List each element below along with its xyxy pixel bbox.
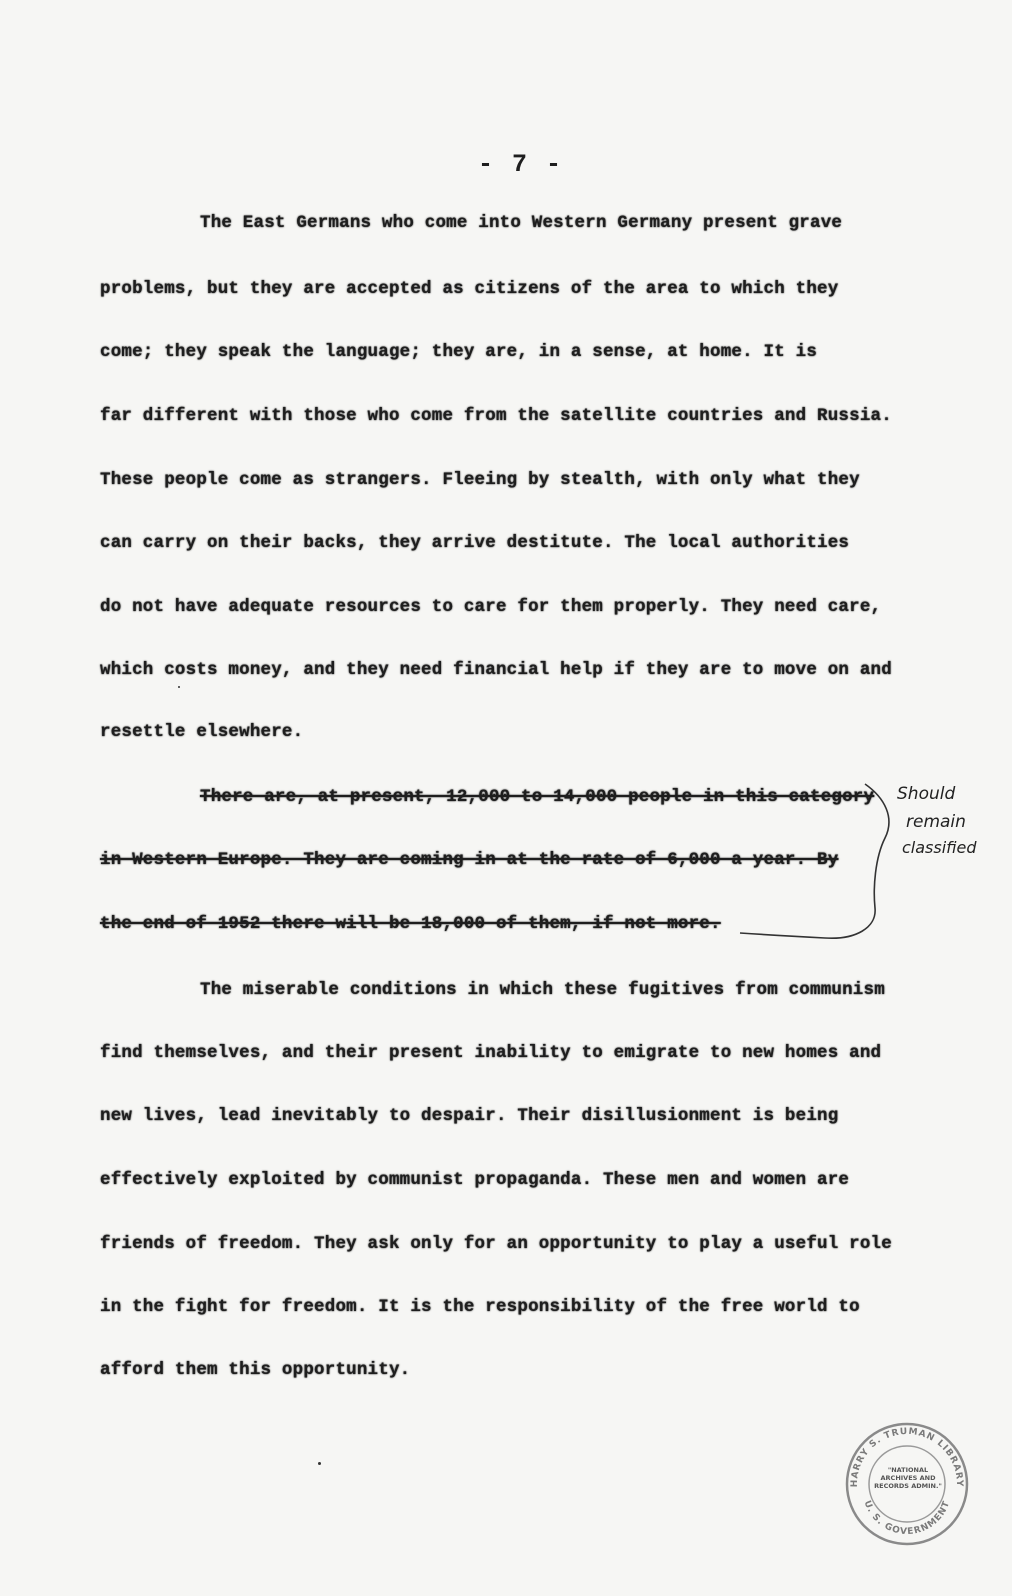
handwritten-bracket [735,778,905,948]
stray-mark [178,686,180,688]
paragraph-line: The East Germans who come into Western Germany present grave [200,213,843,233]
stamp-center-text: "NATIONAL ARCHIVES AND RECORDS ADMIN." [874,1466,942,1490]
paragraph-line: in the fight for freedom. It is the responsibility of the free world to [100,1297,860,1317]
struck-line: There are, at present, 12,000 to 14,000 people in this category [200,787,875,807]
struck-line: the end of 1952 there will be 18,000 of them, if not more. [100,914,721,934]
margin-note-line: Should [897,784,956,804]
paragraph-line: find themselves, and their present inability to emigrate to new homes and [100,1043,882,1063]
paragraph-line: friends of freedom. They ask only for an opportunity to play a useful role [100,1234,892,1254]
paragraph-line: new lives, lead inevitably to despair. Their disillusionment is being [100,1106,839,1126]
svg-text:HARRY S. TRUMAN LIBRARY: HARRY S. TRUMAN LIBRARY [849,1426,965,1488]
struck-line: in Western Europe. They are coming in at the rate of 6,000 a year. By [100,850,839,870]
paragraph-line: which costs money, and they need financial help if they are to move on and [100,660,892,680]
page-number: - 7 - [478,150,564,179]
margin-note-line: remain [906,812,966,832]
paragraph-line: do not have adequate resources to care for them properly. They need care, [100,597,882,617]
paragraph-line: far different with those who come from the satellite countries and Russia. [100,406,892,426]
paragraph-line: effectively exploited by communist propaganda. These men and women are [100,1170,850,1190]
paragraph-line: resettle elsewhere. [100,722,304,742]
stray-mark [318,1462,321,1465]
paragraph-line: The miserable conditions in which these fugitives from communism [200,980,885,1000]
paragraph-line: problems, but they are accepted as citizens of the area to which they [100,279,839,299]
paragraph-line: These people come as strangers. Fleeing by stealth, with only what they [100,470,860,490]
paragraph-line: afford them this opportunity. [100,1360,411,1380]
paragraph-line: can carry on their backs, they arrive destitute. The local authorities [100,533,850,553]
margin-note-line: classified [902,838,977,857]
svg-text:U. S. GOVERNMENT: U. S. GOVERNMENT [861,1499,953,1538]
paragraph-line: come; they speak the language; they are, in a sense, at home. It is [100,342,818,362]
